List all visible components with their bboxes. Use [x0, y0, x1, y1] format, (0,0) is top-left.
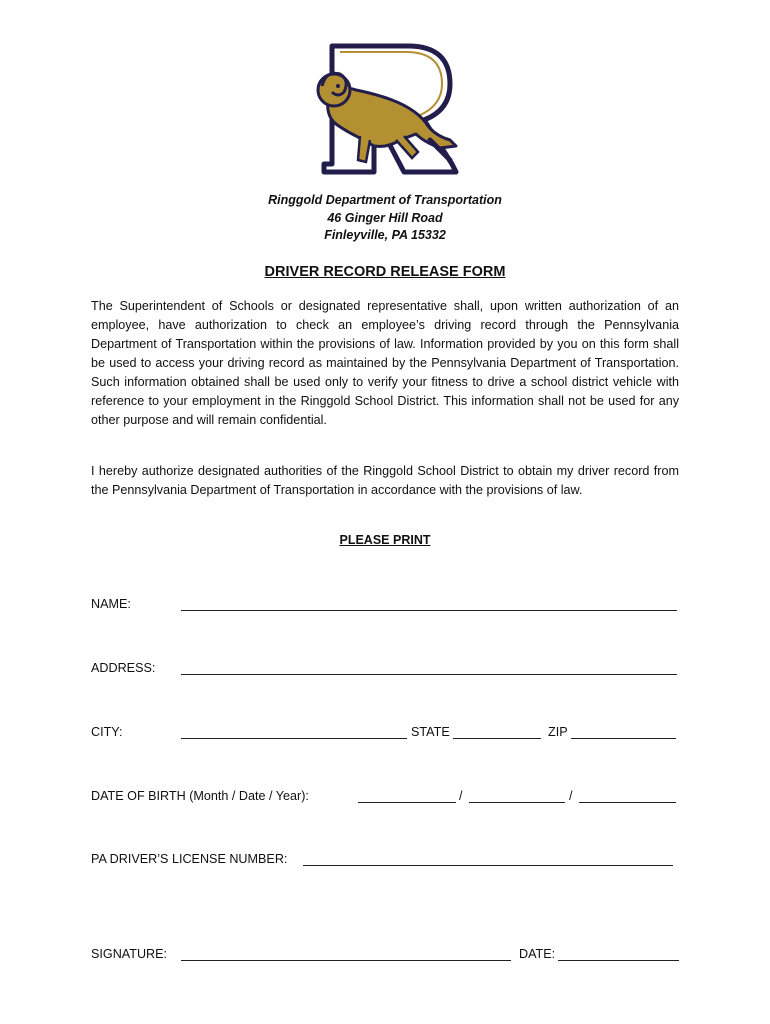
city-label: CITY:	[91, 725, 123, 739]
district-header	[0, 192, 770, 245]
ringgold-ram-logo	[300, 40, 470, 180]
dob-day-field[interactable]	[469, 802, 565, 803]
form-title: DRIVER RECORD RELEASE FORM	[264, 264, 506, 280]
dob-year-field[interactable]	[579, 802, 676, 803]
signature-field[interactable]	[181, 960, 511, 961]
state-field[interactable]	[453, 738, 541, 739]
license-number-field[interactable]	[303, 865, 673, 866]
org-city: Finleyville, PA 15332	[324, 228, 446, 242]
date-label: DATE:	[519, 947, 556, 961]
dob-separator-2: /	[569, 789, 573, 803]
authorization-paragraph: I hereby authorize designated authorities of the Ringgold School District to obtain my driver record from the Pennsylvania Department of Transportation in accordance with the provisions of law.	[91, 464, 679, 497]
city-field[interactable]	[181, 738, 407, 739]
dob-separator-1: /	[459, 789, 463, 803]
name-label: NAME:	[91, 597, 131, 611]
date-field[interactable]	[558, 960, 679, 961]
zip-field[interactable]	[571, 738, 676, 739]
address-label: ADDRESS:	[91, 661, 156, 675]
org-name: Ringgold Department of Transportation	[268, 193, 502, 207]
name-field[interactable]	[181, 610, 677, 611]
zip-label: ZIP	[548, 725, 568, 739]
signature-label: SIGNATURE:	[91, 947, 168, 961]
dob-month-field[interactable]	[358, 802, 456, 803]
dob-label: DATE OF BIRTH (Month / Date / Year):	[91, 789, 309, 803]
please-print-heading: PLEASE PRINT	[339, 533, 431, 547]
state-label: STATE	[411, 725, 450, 739]
address-field[interactable]	[181, 674, 677, 675]
intro-paragraph: The Superintendent of Schools or designated representative shall, upon written authorization of an employee, have authorization to check an employee’s driving record through the Pennsylvania Department of Transportation within the provisions of law. Information provided by you on this form shall be used to access your driving record as maintained by the Pennsylvania Department of Transportation. Such information obtained shall be used only to verify your fitness to drive a school district vehicle with reference to your employment in the Ringgold School District. This information shall not be used for any other purpose and will remain confidential.	[91, 299, 679, 427]
license-label: PA DRIVER’S LICENSE NUMBER:	[91, 852, 288, 866]
org-street: 46 Ginger Hill Road	[327, 210, 443, 225]
